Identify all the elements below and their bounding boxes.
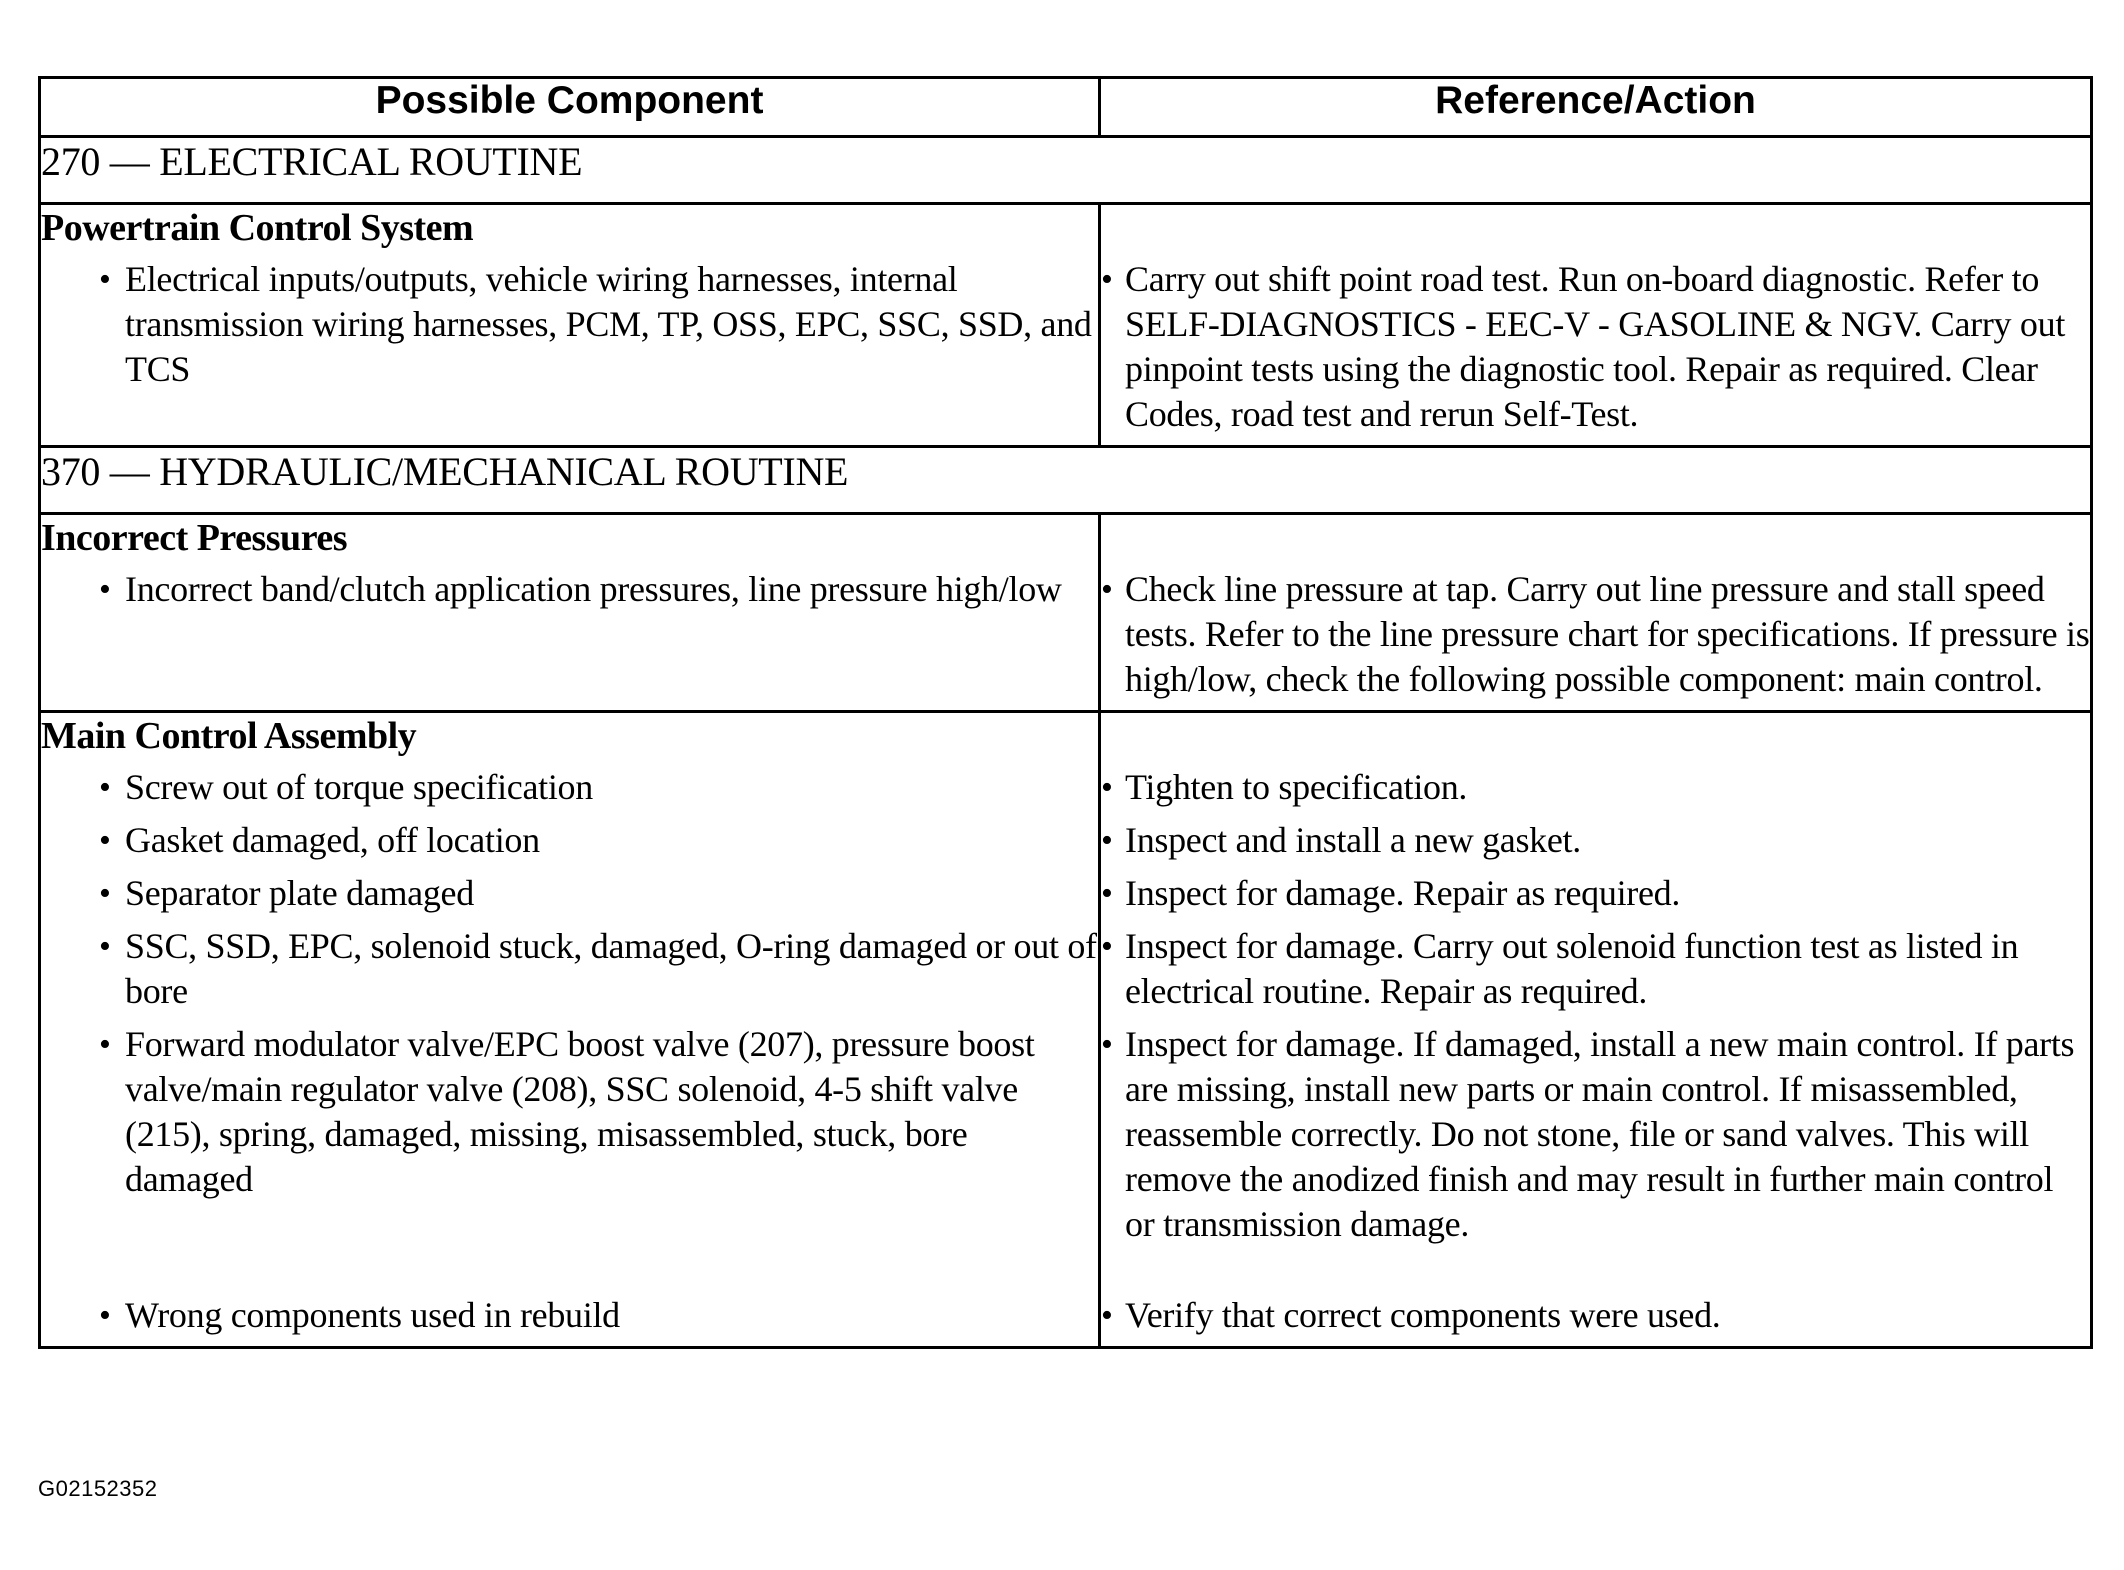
- bullet-icon: •: [1101, 822, 1113, 859]
- action-item: • Tighten to specification.: [1101, 765, 2090, 810]
- component-item: • Separator plate damaged: [41, 871, 1098, 916]
- bullet-icon: •: [99, 261, 111, 298]
- group-title-incorrect-pressures: Incorrect Pressures: [41, 517, 348, 559]
- action-cell: [1100, 514, 2092, 712]
- bullet-icon: •: [99, 769, 111, 806]
- section-title-hydraulic-mechanical-routine: 370 — HYDRAULIC/MECHANICAL ROUTINE: [40, 447, 2092, 514]
- bullet-icon: •: [99, 1026, 111, 1063]
- component-cell: [40, 712, 1100, 1348]
- action-item: • Carry out shift point road test. Run on-board diagnostic. Refer to SELF-DIAGNOSTICS - EEC-V - GASOLINE & NGV. Carry out pinpoint tests using the diagnostic tool. Repair as required. Clear Codes, road test and rerun Self-Test.: [1101, 259, 2066, 434]
- action-cell: [1100, 712, 2092, 1348]
- bullet-icon: •: [1101, 1026, 1113, 1063]
- action-item: • Check line pressure at tap. Carry out line pressure and stall speed tests. Refer to the line pressure chart for specifications. If pressure is high/low, check the following possible component: main control.: [1101, 569, 2090, 699]
- action-item: • Inspect for damage. Repair as required.: [1101, 871, 2090, 916]
- bullet-icon: •: [99, 822, 111, 859]
- group-title-powertrain-control-system: Powertrain Control System: [41, 207, 474, 249]
- action-item: • Inspect for damage. If damaged, install a new main control. If parts are missing, install new parts or main control. If misassembled, reassemble correctly. Do not stone, file or sand valves. This will remove the anodized finish and may result in further main control or transmission damage.: [1101, 1024, 2075, 1244]
- component-item: • Forward modulator valve/EPC boost valve (207), pressure boost valve/main regulator valve (208), SSC solenoid, 4-5 shift valve (215), spring, damaged, missing, misassembled, stuck, bore damaged: [99, 1024, 1035, 1199]
- component-cell: [40, 204, 1100, 447]
- bullet-icon: •: [1101, 571, 1113, 608]
- group-row-main-control-assembly: [40, 712, 2092, 1348]
- component-list: [41, 567, 1098, 612]
- group-row-incorrect-pressures: [40, 514, 2092, 712]
- bullet-icon: •: [99, 571, 111, 608]
- group-row-powertrain-control-system: [40, 204, 2092, 447]
- bullet-icon: •: [1101, 261, 1113, 298]
- action-list: [1101, 765, 2090, 1338]
- action-item: • Verify that correct components were used.: [1101, 1293, 2090, 1338]
- action-item: • Inspect and install a new gasket.: [1101, 818, 2090, 863]
- component-item: • Wrong components used in rebuild: [41, 1293, 1098, 1338]
- group-title-main-control-assembly: Main Control Assembly: [41, 715, 417, 757]
- component-item: • Gasket damaged, off location: [41, 818, 1098, 863]
- action-list: [1101, 257, 2090, 437]
- action-cell: [1100, 204, 2092, 447]
- figure-id: G02152352: [38, 1476, 158, 1501]
- component-item: • SSC, SSD, EPC, solenoid stuck, damaged, O-ring damaged or out of bore: [99, 926, 1097, 1011]
- bullet-icon: •: [1101, 769, 1113, 806]
- component-list: [41, 765, 1098, 1338]
- action-list: [1101, 567, 2090, 702]
- section-row-hydraulic-mechanical: [40, 447, 2092, 514]
- bullet-icon: •: [1101, 1297, 1113, 1334]
- action-item: • Inspect for damage. Carry out solenoid function test as listed in electrical routine. Repair as required.: [1101, 926, 2019, 1011]
- column-header-reference-action: Reference/Action: [1100, 78, 2092, 137]
- column-header-possible-component: Possible Component: [40, 78, 1100, 137]
- section-row-electrical: [40, 137, 2092, 204]
- component-list: [41, 257, 1098, 392]
- component-item: • Electrical inputs/outputs, vehicle wiring harnesses, internal transmission wiring harnesses, PCM, TP, OSS, EPC, SSC, SSD, and TCS: [99, 259, 1092, 389]
- bullet-icon: •: [99, 1297, 111, 1334]
- component-item: • Screw out of torque specification: [41, 765, 1098, 810]
- component-cell: [40, 514, 1100, 712]
- section-title-electrical-routine: 270 — ELECTRICAL ROUTINE: [40, 137, 2092, 204]
- table-header-row: [40, 78, 2092, 137]
- bullet-icon: •: [1101, 875, 1113, 912]
- component-item: • Incorrect band/clutch application pressures, line pressure high/low: [41, 567, 1098, 612]
- bullet-icon: •: [99, 928, 111, 965]
- bullet-icon: •: [1101, 928, 1113, 965]
- bullet-icon: •: [99, 875, 111, 912]
- diagnostic-table: [38, 76, 2093, 1349]
